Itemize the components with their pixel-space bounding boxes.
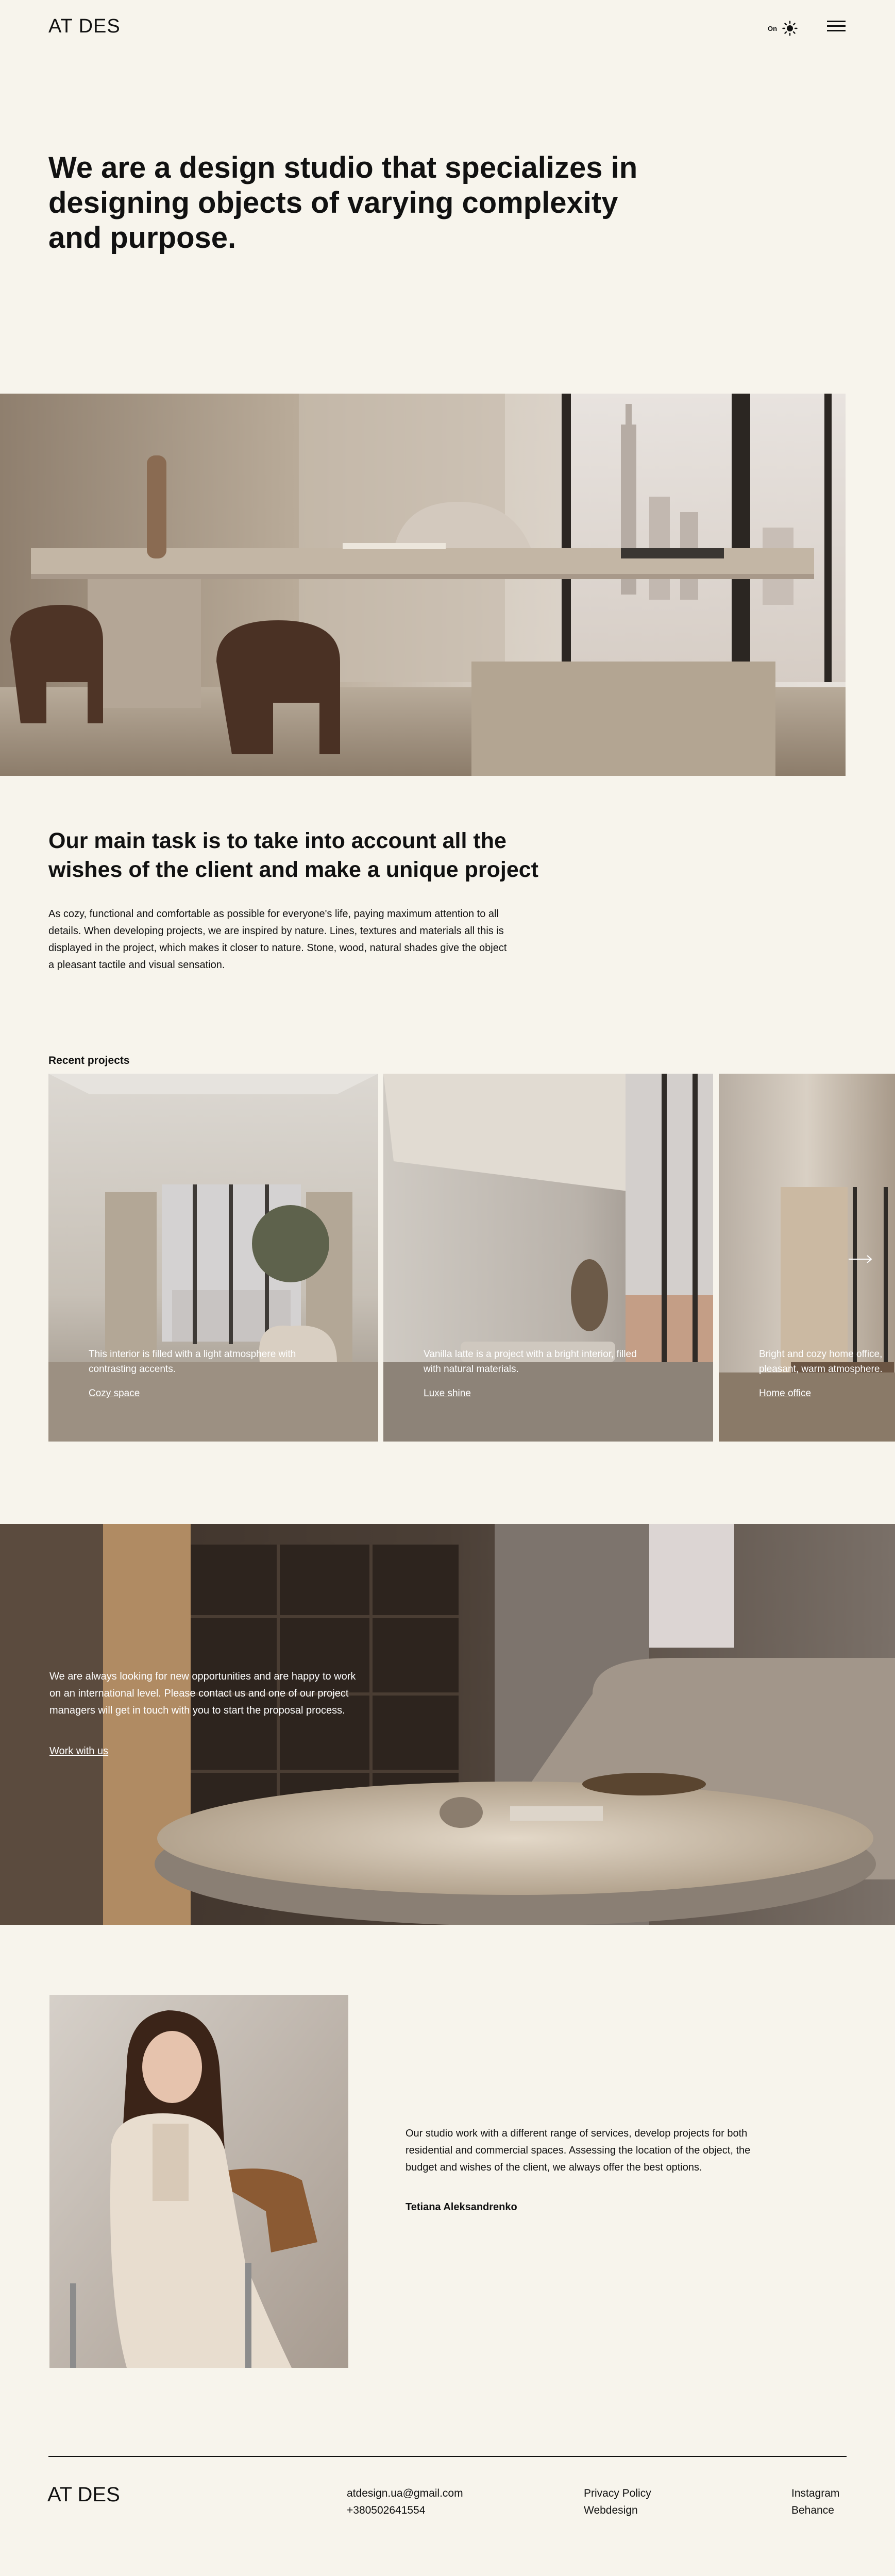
webdesign-link[interactable]: Webdesign	[584, 2504, 638, 2516]
about-text: Our studio work with a different range of services, develop projects for both residential and commercial spaces. Assessing the location of the object, the budget and wishes of the client, we always offer the best options.	[406, 2128, 751, 2173]
logo[interactable]: AT DES	[48, 15, 121, 37]
hero-image	[0, 394, 846, 776]
footer-social	[791, 2485, 839, 2519]
project-description: Bright and cozy home office, pleasant, warm atmosphere.	[759, 1349, 883, 1375]
project-description: Vanilla latte is a project with a bright interior, filled with natural materials.	[424, 1349, 637, 1375]
contact-banner-image	[0, 1524, 895, 1925]
project-link[interactable]: Home office	[759, 1388, 812, 1399]
footer-divider	[48, 2456, 847, 2457]
recent-projects-heading: Recent projects	[48, 1055, 130, 1066]
footer-phone[interactable]: +380502641554	[347, 2504, 426, 2516]
arrow-right-icon[interactable]	[848, 1254, 873, 1264]
project-card[interactable]	[48, 1074, 378, 1442]
project-card[interactable]	[383, 1074, 713, 1442]
theme-toggle[interactable]	[768, 21, 798, 36]
project-image	[48, 1074, 378, 1442]
project-link[interactable]: Cozy space	[89, 1388, 140, 1399]
footer-legal	[584, 2485, 651, 2519]
founder-portrait	[49, 1995, 348, 2368]
hero-title: We are a design studio that specializes in designing objects of varying complexity and purpose.	[48, 151, 638, 255]
behance-link[interactable]: Behance	[791, 2504, 834, 2516]
footer-email[interactable]: atdesign.ua@gmail.com	[347, 2487, 463, 2499]
hamburger-menu-icon[interactable]	[827, 18, 846, 33]
footer-contacts	[347, 2485, 463, 2519]
project-image	[383, 1074, 713, 1442]
founder-name: Tetiana Aleksandrenko	[406, 2201, 517, 2213]
theme-label: On	[768, 24, 778, 32]
footer-logo[interactable]: AT DES	[47, 2483, 120, 2506]
sun-icon	[782, 21, 798, 36]
project-description: This interior is filled with a light atmosphere with contrasting accents.	[89, 1349, 296, 1375]
project-link[interactable]: Luxe shine	[424, 1388, 471, 1399]
task-title: Our main task is to take into account all the wishes of the client and make a unique project	[48, 828, 538, 882]
work-with-us-link[interactable]: Work with us	[49, 1745, 109, 1757]
instagram-link[interactable]: Instagram	[791, 2487, 840, 2499]
privacy-policy-link[interactable]: Privacy Policy	[584, 2487, 651, 2499]
task-description: As cozy, functional and comfortable as possible for everyone's life, paying maximum attention to all details. When developing projects, we are inspired by nature. Lines, textures and materials all this is displayed in the project, which makes it closer to nature. Stone, wood, natural shades give the object a pleasant tactile and visual sensation.	[48, 908, 507, 971]
project-card[interactable]	[719, 1074, 895, 1442]
contact-banner-text: We are always looking for new opportunities and are happy to work on an international level. Please contact us and one of our project managers will get in touch with you to start the proposal process.	[49, 1671, 356, 1716]
